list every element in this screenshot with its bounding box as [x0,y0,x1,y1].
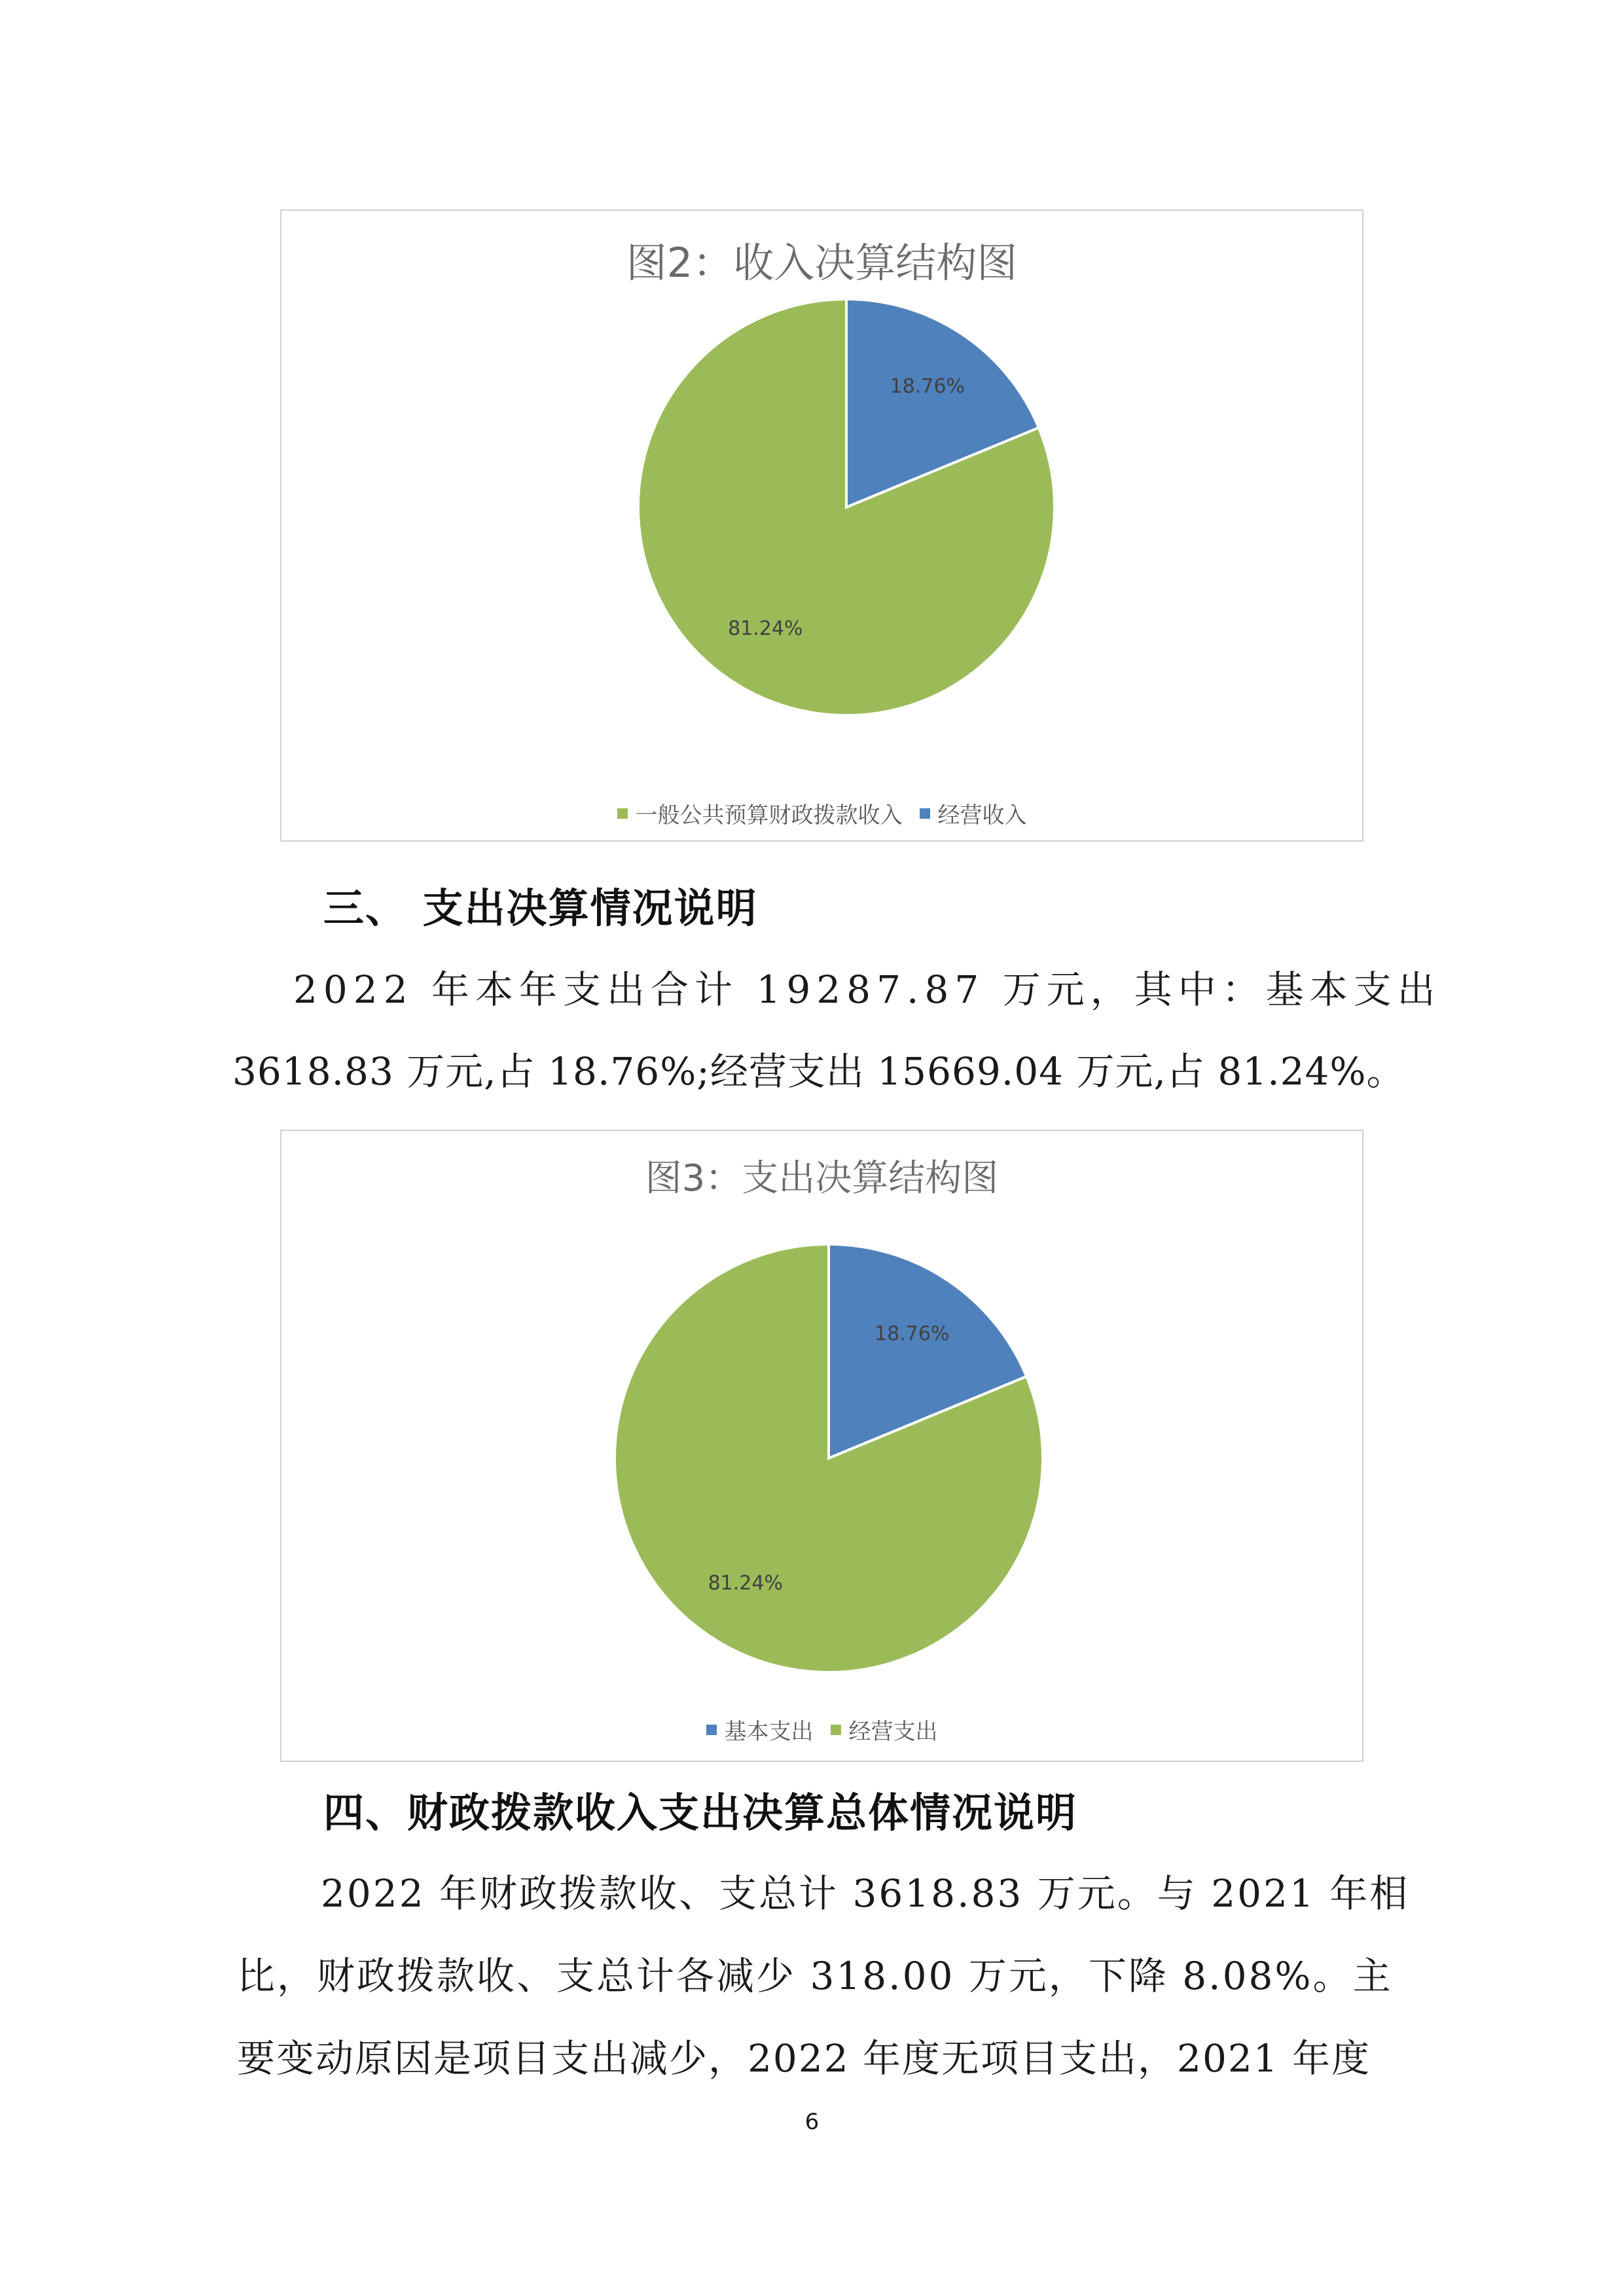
legend-label: 经营收入 [937,802,1027,829]
income-pie [281,211,1362,840]
section-heading-fiscal: 四、财政拨款收入支出决算总体情况说明 [323,1789,1078,1837]
legend-swatch [706,1725,717,1735]
legend-swatch [831,1725,841,1735]
paragraph-line: 2022 年财政拨款收、支总计 3618.83 万元。与 2021 年相 [321,1871,1410,1916]
section-heading-expense: 三、 支出决算情况说明 [323,884,758,932]
page-number: 6 [804,2109,820,2135]
legend-label: 基本支出 [724,1719,814,1745]
paragraph-line: 比，财政拨款收、支总计各减少 318.00 万元，下降 8.08%。主 [237,1954,1393,1998]
pie-data-label: 18.76% [890,374,965,398]
legend-item-basic-expense [706,1713,814,1746]
expense-pie [281,1131,1362,1761]
pie-data-label: 81.24% [708,1571,783,1595]
legend-swatch [617,808,628,819]
expense-structure-chart [280,1130,1363,1762]
legend-item-fiscal-income [617,797,903,829]
legend-item-operating-income [920,797,1027,829]
legend-swatch [920,808,930,819]
chart-legend [281,797,1362,829]
paragraph-line: 要变动原因是项目支出减少，2022 年度无项目支出，2021 年度 [237,2036,1371,2081]
paragraph-line: 2022 年本年支出合计 19287.87 万元，其中：基本支出 [293,967,1441,1012]
pie-data-label: 18.76% [875,1322,950,1346]
chart-title: 图3：支出决算结构图 [645,1157,999,1200]
pie-data-label: 81.24% [728,617,803,641]
legend-label: 经营支出 [848,1719,938,1745]
paragraph-line: 3618.83 万元,占 18.76%;经营支出 15669.04 万元,占 81.24%。 [232,1049,1405,1094]
income-structure-chart [280,209,1363,842]
chart-legend [281,1713,1362,1746]
chart-title: 图2：收入决算结构图 [626,239,1018,287]
legend-item-operating-expense [831,1713,938,1746]
legend-label: 一般公共预算财政拨款收入 [635,802,903,829]
